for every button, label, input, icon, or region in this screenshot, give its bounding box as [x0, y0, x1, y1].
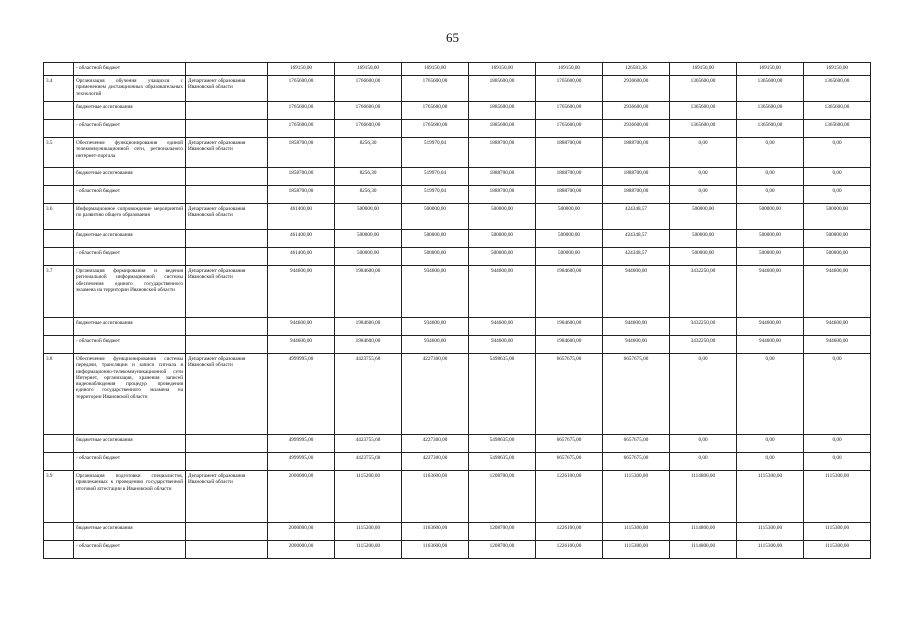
table-row: [44, 318, 871, 336]
row-value-cell: 1365600,00: [804, 120, 871, 138]
row-value-cell: 500000,00: [335, 230, 402, 248]
row-value-cell: 3432250,00: [670, 336, 737, 354]
row-value-cell: 1114800,00: [670, 523, 737, 541]
row-executor-cell: [186, 186, 268, 204]
row-value-cell: 461400,00: [268, 204, 335, 230]
row-value-cell: 934600,00: [402, 266, 469, 318]
table-row: [44, 168, 871, 186]
row-value-cell: 500000,00: [536, 204, 603, 230]
row-executor-cell: [186, 318, 268, 336]
row-executor-cell: [186, 453, 268, 471]
row-value-cell: 1885600,00: [469, 120, 536, 138]
row-name-cell: бюджетные ассигнования: [74, 168, 186, 186]
row-value-cell: 2936600,00: [603, 76, 670, 102]
row-value-cell: 1766600,00: [335, 102, 402, 120]
table-row: [44, 102, 871, 120]
row-value-cell: 0,00: [670, 186, 737, 204]
row-value-cell: 8256,30: [335, 168, 402, 186]
row-value-cell: 1365600,00: [737, 120, 804, 138]
row-value-cell: 0,00: [670, 435, 737, 453]
row-code-cell: [44, 168, 74, 186]
row-value-cell: 461400,00: [268, 230, 335, 248]
row-value-cell: 0,00: [804, 168, 871, 186]
table-row: [44, 541, 871, 559]
row-value-cell: 1765600,00: [268, 102, 335, 120]
row-name-cell: Организация подготовки специалистов, привлекаемых к проведению государственной итоговой аттестации в Ивановской области: [74, 471, 186, 523]
row-code-cell: [44, 230, 74, 248]
row-value-cell: 500000,00: [737, 248, 804, 266]
row-name-cell: бюджетные ассигнования: [74, 102, 186, 120]
row-value-cell: 8256,30: [335, 138, 402, 168]
row-executor-cell: [186, 541, 268, 559]
row-name-cell: - областной бюджет: [74, 453, 186, 471]
row-value-cell: 519970,04: [402, 186, 469, 204]
row-value-cell: 1365600,00: [804, 102, 871, 120]
row-value-cell: 1858700,00: [268, 138, 335, 168]
row-value-cell: 6657675,00: [603, 354, 670, 435]
row-value-cell: 1114800,00: [670, 471, 737, 523]
row-value-cell: 944600,00: [804, 266, 871, 318]
row-value-cell: 1888700,00: [536, 138, 603, 168]
row-value-cell: 2000000,00: [268, 541, 335, 559]
table-row: [44, 120, 871, 138]
row-executor-cell: [186, 120, 268, 138]
row-value-cell: 4227300,00: [402, 453, 469, 471]
table-row: [44, 230, 871, 248]
row-value-cell: 1115200,00: [335, 471, 402, 523]
row-value-cell: 169150,00: [536, 63, 603, 76]
row-code-cell: 3.8: [44, 354, 74, 435]
row-executor-cell: Департамент образования Ивановской области: [186, 76, 268, 102]
row-value-cell: 500000,00: [536, 230, 603, 248]
row-value-cell: 169150,00: [670, 63, 737, 76]
row-value-cell: 1114800,00: [670, 541, 737, 559]
row-value-cell: 1885600,00: [469, 102, 536, 120]
row-value-cell: 3432250,00: [670, 318, 737, 336]
row-name-cell: Организация формирования и ведения региональной информационной системы обеспечения единого государственного экзамена на территории Ивановской области: [74, 266, 186, 318]
row-value-cell: 944600,00: [804, 318, 871, 336]
row-value-cell: 1765600,00: [536, 120, 603, 138]
row-value-cell: 4999995,00: [268, 435, 335, 453]
row-executor-cell: [186, 523, 268, 541]
row-name-cell: Обеспечение функционирования единой телекоммуникационной сети, регионального интернет-портала: [74, 138, 186, 168]
row-value-cell: 461400,00: [268, 248, 335, 266]
row-value-cell: 500000,00: [804, 204, 871, 230]
row-value-cell: 8256,30: [335, 186, 402, 204]
row-name-cell: бюджетные ассигнования: [74, 318, 186, 336]
row-value-cell: 944600,00: [469, 318, 536, 336]
row-value-cell: 1115200,00: [335, 541, 402, 559]
row-value-cell: 500000,00: [402, 248, 469, 266]
row-name-cell: - областной бюджет: [74, 63, 186, 76]
row-value-cell: 169150,00: [469, 63, 536, 76]
row-name-cell: Обеспечение функционирования системы передачи, трансляции и записи сигнала в информационно-телекоммуникационной сети Интернет, организация, хранения записей видеонаблюдения процедур проведения единого государственного экзамена на территории Ивановской области: [74, 354, 186, 435]
row-value-cell: 1888700,00: [603, 186, 670, 204]
row-value-cell: 944600,00: [469, 266, 536, 318]
table-row: [44, 471, 871, 523]
row-value-cell: 1765600,00: [536, 76, 603, 102]
row-value-cell: 934600,00: [402, 318, 469, 336]
row-code-cell: [44, 541, 74, 559]
row-code-cell: [44, 248, 74, 266]
row-value-cell: 500000,00: [804, 248, 871, 266]
row-name-cell: - областной бюджет: [74, 336, 186, 354]
table-row: [44, 186, 871, 204]
row-value-cell: 1984600,00: [335, 318, 402, 336]
row-value-cell: 944600,00: [268, 318, 335, 336]
row-value-cell: 1115300,00: [737, 471, 804, 523]
row-value-cell: 944600,00: [603, 318, 670, 336]
row-value-cell: 4423755,68: [335, 453, 402, 471]
row-executor-cell: Департамент образования Ивановской области: [186, 138, 268, 168]
row-code-cell: [44, 435, 74, 453]
row-value-cell: 1365600,00: [737, 102, 804, 120]
row-value-cell: 0,00: [804, 138, 871, 168]
row-value-cell: 500000,00: [670, 204, 737, 230]
row-value-cell: 2000000,00: [268, 471, 335, 523]
row-value-cell: 944600,00: [469, 336, 536, 354]
row-value-cell: 0,00: [804, 453, 871, 471]
table-row: [44, 138, 871, 168]
row-value-cell: 1984600,00: [536, 318, 603, 336]
row-value-cell: 1163600,00: [402, 523, 469, 541]
row-value-cell: 169150,00: [402, 63, 469, 76]
row-value-cell: 500000,00: [670, 230, 737, 248]
row-value-cell: 1888700,00: [536, 186, 603, 204]
row-code-cell: 3.7: [44, 266, 74, 318]
row-code-cell: [44, 453, 74, 471]
row-value-cell: 6657675,00: [603, 435, 670, 453]
row-value-cell: 944600,00: [603, 336, 670, 354]
row-name-cell: - областной бюджет: [74, 120, 186, 138]
row-executor-cell: [186, 230, 268, 248]
row-code-cell: [44, 318, 74, 336]
table-row: [44, 204, 871, 230]
row-value-cell: 944600,00: [268, 266, 335, 318]
row-value-cell: 1765600,00: [402, 76, 469, 102]
row-value-cell: 169150,00: [804, 63, 871, 76]
row-value-cell: 1888700,00: [469, 168, 536, 186]
row-value-cell: 1888700,00: [469, 138, 536, 168]
row-value-cell: 5498635,00: [469, 435, 536, 453]
row-value-cell: 1888700,00: [603, 168, 670, 186]
table-body: [44, 63, 871, 559]
row-value-cell: 500000,00: [335, 248, 402, 266]
row-value-cell: 1365600,00: [670, 76, 737, 102]
row-value-cell: 0,00: [670, 138, 737, 168]
row-code-cell: [44, 63, 74, 76]
row-value-cell: 1365600,00: [670, 120, 737, 138]
table-row: [44, 248, 871, 266]
row-name-cell: Информационное сопровождение мероприятий по развитию общего образования: [74, 204, 186, 230]
row-value-cell: 6657675,00: [603, 453, 670, 471]
row-value-cell: 0,00: [670, 354, 737, 435]
row-value-cell: 0,00: [737, 453, 804, 471]
row-value-cell: 4227300,00: [402, 354, 469, 435]
row-value-cell: 944600,00: [737, 266, 804, 318]
row-value-cell: 1115300,00: [603, 523, 670, 541]
row-executor-cell: Департамент образования Ивановской области: [186, 204, 268, 230]
row-value-cell: 0,00: [804, 186, 871, 204]
row-value-cell: 0,00: [737, 138, 804, 168]
row-value-cell: 1115300,00: [804, 523, 871, 541]
row-value-cell: 4999995,00: [268, 453, 335, 471]
row-value-cell: 6657675,00: [536, 453, 603, 471]
table-row: [44, 76, 871, 102]
row-value-cell: 0,00: [737, 354, 804, 435]
row-value-cell: 2936600,00: [603, 102, 670, 120]
row-value-cell: 424348,57: [603, 204, 670, 230]
row-value-cell: 500000,00: [737, 230, 804, 248]
table-row: [44, 354, 871, 435]
row-value-cell: 500000,00: [804, 230, 871, 248]
row-executor-cell: [186, 102, 268, 120]
row-value-cell: 1226100,00: [536, 541, 603, 559]
row-value-cell: 1115300,00: [737, 541, 804, 559]
row-name-cell: бюджетные ассигнования: [74, 523, 186, 541]
row-executor-cell: [186, 63, 268, 76]
row-value-cell: 500000,00: [402, 204, 469, 230]
row-value-cell: 1858700,00: [268, 186, 335, 204]
row-value-cell: 1115300,00: [737, 523, 804, 541]
row-value-cell: 3432250,00: [670, 266, 737, 318]
row-value-cell: 944600,00: [268, 336, 335, 354]
row-code-cell: [44, 186, 74, 204]
row-value-cell: 1766600,00: [335, 120, 402, 138]
row-value-cell: 519970,04: [402, 138, 469, 168]
row-value-cell: 1115300,00: [603, 541, 670, 559]
row-value-cell: 1163600,00: [402, 471, 469, 523]
row-code-cell: 3.5: [44, 138, 74, 168]
row-value-cell: 1984600,00: [536, 266, 603, 318]
table-row: [44, 63, 871, 76]
row-value-cell: 1888700,00: [536, 168, 603, 186]
row-value-cell: 1984600,00: [335, 266, 402, 318]
row-value-cell: 1888700,00: [603, 138, 670, 168]
row-value-cell: 0,00: [804, 435, 871, 453]
row-value-cell: 2936600,00: [603, 120, 670, 138]
row-value-cell: 5498635,00: [469, 453, 536, 471]
row-value-cell: 500000,00: [737, 204, 804, 230]
row-value-cell: 424348,57: [603, 230, 670, 248]
row-value-cell: 0,00: [804, 354, 871, 435]
row-value-cell: 2000000,00: [268, 523, 335, 541]
row-value-cell: 934600,00: [402, 336, 469, 354]
row-value-cell: 0,00: [737, 435, 804, 453]
row-value-cell: 500000,00: [536, 248, 603, 266]
row-value-cell: 6657675,00: [536, 354, 603, 435]
row-value-cell: 4999995,00: [268, 354, 335, 435]
row-value-cell: 1365600,00: [804, 76, 871, 102]
row-name-cell: - областной бюджет: [74, 248, 186, 266]
row-name-cell: - областной бюджет: [74, 541, 186, 559]
row-executor-cell: Департамент образования Ивановской области: [186, 266, 268, 318]
table-row: [44, 523, 871, 541]
row-value-cell: 169150,00: [737, 63, 804, 76]
row-value-cell: 1365600,00: [670, 102, 737, 120]
row-executor-cell: [186, 435, 268, 453]
row-value-cell: 1208700,00: [469, 471, 536, 523]
row-value-cell: 1115300,00: [804, 471, 871, 523]
row-value-cell: 1226100,00: [536, 523, 603, 541]
row-value-cell: 0,00: [670, 168, 737, 186]
row-value-cell: 500000,00: [469, 248, 536, 266]
row-value-cell: 944600,00: [603, 266, 670, 318]
row-value-cell: 1163600,00: [402, 541, 469, 559]
row-value-cell: 1765600,00: [536, 102, 603, 120]
row-value-cell: 1365600,00: [737, 76, 804, 102]
budget-table: [43, 62, 871, 559]
row-value-cell: 4227300,00: [402, 435, 469, 453]
row-value-cell: 4423755,68: [335, 354, 402, 435]
row-value-cell: 1766600,00: [335, 76, 402, 102]
page-number: 65: [446, 30, 459, 45]
row-value-cell: 500000,00: [469, 204, 536, 230]
row-code-cell: 3.9: [44, 471, 74, 523]
row-value-cell: 500000,00: [670, 248, 737, 266]
row-executor-cell: [186, 248, 268, 266]
row-value-cell: 1885600,00: [469, 76, 536, 102]
row-executor-cell: [186, 336, 268, 354]
row-value-cell: 1765600,00: [268, 76, 335, 102]
row-value-cell: 6657675,00: [536, 435, 603, 453]
row-executor-cell: [186, 168, 268, 186]
row-value-cell: 1984600,00: [335, 336, 402, 354]
row-value-cell: 519970,04: [402, 168, 469, 186]
row-value-cell: 1888700,00: [469, 186, 536, 204]
row-value-cell: 424348,57: [603, 248, 670, 266]
row-executor-cell: Департамент образования Ивановской области: [186, 471, 268, 523]
table-row: [44, 453, 871, 471]
row-value-cell: 1208700,00: [469, 523, 536, 541]
table-row: [44, 266, 871, 318]
row-value-cell: 1765600,00: [402, 102, 469, 120]
row-code-cell: [44, 102, 74, 120]
row-value-cell: 1115300,00: [603, 471, 670, 523]
row-value-cell: 1115300,00: [804, 541, 871, 559]
row-name-cell: бюджетные ассигнования: [74, 435, 186, 453]
table-row: [44, 336, 871, 354]
row-value-cell: 1765600,00: [402, 120, 469, 138]
row-value-cell: 0,00: [737, 186, 804, 204]
row-value-cell: 1984600,00: [536, 336, 603, 354]
row-value-cell: 500000,00: [402, 230, 469, 248]
table-row: [44, 435, 871, 453]
row-code-cell: 3.6: [44, 204, 74, 230]
row-name-cell: - областной бюджет: [74, 186, 186, 204]
row-code-cell: [44, 336, 74, 354]
row-value-cell: 0,00: [737, 168, 804, 186]
row-value-cell: 1226100,00: [536, 471, 603, 523]
row-value-cell: 944600,00: [737, 336, 804, 354]
row-value-cell: 1115200,00: [335, 523, 402, 541]
row-value-cell: 5498635,00: [469, 354, 536, 435]
row-value-cell: 0,00: [670, 453, 737, 471]
row-value-cell: 126583,36: [603, 63, 670, 76]
row-code-cell: 3.4: [44, 76, 74, 102]
row-value-cell: 169150,00: [335, 63, 402, 76]
row-name-cell: Организация обучения учащихся с применением дистанционных образовательных технологий: [74, 76, 186, 102]
row-value-cell: 1765600,00: [268, 120, 335, 138]
row-value-cell: 944600,00: [737, 318, 804, 336]
row-value-cell: 500000,00: [469, 230, 536, 248]
row-executor-cell: Департамент образования Ивановской области: [186, 354, 268, 435]
row-value-cell: 944600,00: [804, 336, 871, 354]
row-code-cell: [44, 120, 74, 138]
row-code-cell: [44, 523, 74, 541]
row-name-cell: бюджетные ассигнования: [74, 230, 186, 248]
row-value-cell: 500000,00: [335, 204, 402, 230]
row-value-cell: 169150,00: [268, 63, 335, 76]
row-value-cell: 4423755,68: [335, 435, 402, 453]
row-value-cell: 1208700,00: [469, 541, 536, 559]
row-value-cell: 1858700,00: [268, 168, 335, 186]
